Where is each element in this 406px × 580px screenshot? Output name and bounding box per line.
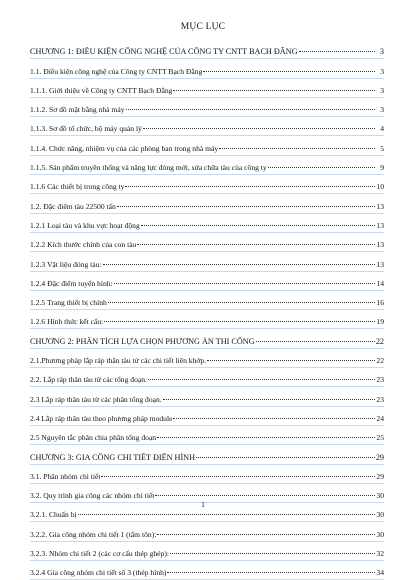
toc-dot-leader (141, 225, 375, 226)
toc-entry-page: 24 (376, 413, 384, 423)
toc-entry-text: 1.2. Đặc điểm tàu 22500 tấn (30, 201, 116, 211)
toc-entry[interactable] (30, 291, 384, 310)
toc-entry-page: 13 (376, 201, 384, 211)
toc-entry[interactable] (30, 233, 384, 252)
toc-entry-page: 16 (376, 298, 384, 308)
toc-entry-text: 2.2. Lắp ráp thân tàu từ các tổng đoạn. (30, 375, 147, 385)
toc-entry-text: CHƯƠNG 1: ĐIỀU KIỆN CÔNG NGHỆ CỦA CÔNG TY CNTT BẠCH ĐẰNG (30, 47, 298, 57)
toc-entry-text: 3.2.1. Chuẩn bị (30, 510, 77, 520)
toc-entry-text: 1.1.2. Sơ đồ mặt bằng nhà máy (30, 105, 125, 115)
toc-dot-leader (143, 128, 375, 129)
toc-entry[interactable] (30, 59, 384, 78)
toc-entry-text: 1.1. Điều kiện công nghệ của Công ty CNTT Bạch Đằng (30, 66, 203, 76)
toc-entry-page: 29 (376, 471, 384, 481)
toc-entry-text: 3.2.4 Gia công nhóm chi tiết số 3 (thép hình) (30, 568, 167, 578)
toc-entry-page: 14 (376, 278, 384, 288)
toc-dot-leader (114, 283, 375, 284)
toc-entry-page: 3 (380, 66, 384, 76)
toc-entry-page: 23 (376, 394, 384, 404)
toc-entry[interactable] (30, 407, 384, 426)
toc-dot-leader (163, 399, 375, 400)
toc-dot-leader (117, 206, 375, 207)
toc-entry-text: 3.1. Phân nhóm chi tiết (30, 471, 101, 481)
toc-dot-leader (299, 51, 375, 52)
toc-entry-text: 1.2.3 Vật liệu đóng tàu: (30, 259, 102, 269)
toc-entry[interactable] (30, 252, 384, 271)
toc-chapter-entry[interactable] (30, 329, 384, 348)
toc-entry-text: 1.2.2 Kích thước chính của con tàu (30, 240, 137, 250)
toc-dot-leader (126, 109, 376, 110)
toc-dot-leader (157, 437, 375, 438)
toc-entry-page: 30 (376, 510, 384, 520)
toc-entry-text: 1.2.5 Trang thiết bị chính (30, 298, 107, 308)
toc-entry-page: 5 (380, 143, 384, 153)
toc-dot-leader (170, 553, 375, 554)
toc-entry-page: 22 (375, 336, 384, 346)
toc-entry-page: 30 (376, 491, 384, 501)
toc-entry[interactable] (30, 156, 384, 175)
toc-entry-page: 13 (376, 240, 384, 250)
toc-entry-page: 25 (376, 433, 384, 443)
toc-entry-text: 3.2.3. Nhóm chi tiết 2 (các cơ cấu thép ghép): (30, 549, 169, 559)
toc-entry-page: 4 (380, 124, 384, 134)
toc-entry[interactable] (30, 214, 384, 233)
toc-entry-page: 3 (380, 85, 384, 95)
toc-entry-text: 1.2.4 Đặc điểm tuyến hình: (30, 278, 113, 288)
toc-entry-page: 30 (376, 529, 384, 539)
toc-dot-leader (173, 418, 375, 419)
toc-entry-text: 2.1.Phương pháp lắp ráp thân tàu từ các chi tiết liên khớp. (30, 356, 207, 366)
page-number: 1 (201, 500, 205, 509)
toc-entry-text: 1.1.6 Các thiết bị trong công ty (30, 182, 125, 192)
toc-dot-leader (101, 476, 375, 477)
toc-entry[interactable] (30, 136, 384, 155)
toc-dot-leader (108, 302, 375, 303)
toc-dot-leader (148, 379, 375, 380)
toc-entry-text: 1.1.4. Chức năng, nhiệm vụ của các phòng ban trong nhà máy (30, 143, 219, 153)
toc-dot-leader (268, 167, 375, 168)
toc-entry[interactable] (30, 175, 384, 194)
toc-entry-page: 34 (376, 568, 384, 578)
toc-entry-text: 3.2. Quy trình gia công các nhóm chi tiết (30, 491, 155, 501)
toc-dot-leader (219, 148, 375, 149)
toc-entry[interactable] (30, 349, 384, 368)
toc-entry[interactable] (30, 310, 384, 329)
toc-dot-leader (157, 534, 375, 535)
toc-entry-text: CHƯƠNG 3: GIA CÔNG CHI TIẾT ĐIỂN HÌNH (30, 452, 196, 462)
toc-entry-page: 13 (376, 220, 384, 230)
table-of-contents (30, 40, 384, 580)
toc-dot-leader (103, 264, 375, 265)
toc-entry-text: 1.1.3. Sơ đồ tổ chức, bộ máy quản lý (30, 124, 142, 134)
toc-entry[interactable] (30, 272, 384, 291)
toc-dot-leader (196, 457, 375, 458)
toc-entry-page: 32 (376, 549, 384, 559)
toc-entry-page: 3 (380, 105, 384, 115)
toc-entry-page: 29 (375, 452, 384, 462)
toc-entry-text: 2.4 Lắp ráp thân tàu theo phương pháp module (30, 413, 173, 423)
toc-entry-page: 3 (379, 47, 384, 57)
toc-dot-leader (137, 244, 375, 245)
toc-chapter-entry[interactable] (30, 445, 384, 464)
toc-title: MỤC LỤC (180, 22, 226, 32)
toc-entry[interactable] (30, 98, 384, 117)
toc-entry[interactable] (30, 368, 384, 387)
toc-entry[interactable] (30, 542, 384, 561)
toc-dot-leader (155, 495, 375, 496)
toc-entry-text: 2.3 Lắp ráp thân tàu từ các phân tổng đoạn. (30, 394, 162, 404)
toc-entry-page: 10 (376, 182, 384, 192)
toc-entry[interactable] (30, 387, 384, 406)
toc-entry[interactable] (30, 194, 384, 213)
toc-dot-leader (78, 514, 375, 515)
toc-dot-leader (173, 90, 375, 91)
toc-entry-text: 1.2.1 Loại tàu và khu vực hoạt động (30, 220, 140, 230)
toc-entry-page: 13 (376, 259, 384, 269)
toc-entry-text: 2.5 Nguyên tắc phân chia phân tổng đoạn (30, 433, 157, 443)
toc-dot-leader (203, 71, 375, 72)
toc-dot-leader (125, 186, 375, 187)
toc-entry[interactable] (30, 117, 384, 136)
toc-entry[interactable] (30, 561, 384, 580)
toc-entry[interactable] (30, 522, 384, 541)
toc-chapter-entry[interactable] (30, 40, 384, 59)
toc-entry-text: 1.1.5. Sản phẩm truyền thống và năng lực đóng mới, sửa chữa tàu của công ty (30, 163, 267, 173)
toc-dot-leader (207, 360, 375, 361)
toc-entry-page: 22 (376, 356, 384, 366)
toc-entry-text: 1.1.1. Giới thiệu về Công ty CNTT Bạch Đằng (30, 85, 173, 95)
toc-dot-leader (167, 572, 375, 573)
toc-entry-page: 19 (376, 317, 384, 327)
toc-entry-text: 3.2.2. Gia công nhóm chi tiết 1 (tấm tôn): (30, 529, 157, 539)
toc-entry-page: 9 (380, 163, 384, 173)
toc-dot-leader (104, 321, 375, 322)
toc-entry[interactable] (30, 426, 384, 445)
toc-entry-text: CHƯƠNG 2: PHÂN TÍCH LỰA CHỌN PHƯƠNG ÁN THI CÔNG (30, 336, 255, 346)
toc-entry-text: 1.2.6 Hình thức kết cấu: (30, 317, 104, 327)
toc-entry[interactable] (30, 465, 384, 484)
toc-entry[interactable] (30, 79, 384, 98)
toc-dot-leader (256, 341, 375, 342)
toc-entry-page: 23 (376, 375, 384, 385)
